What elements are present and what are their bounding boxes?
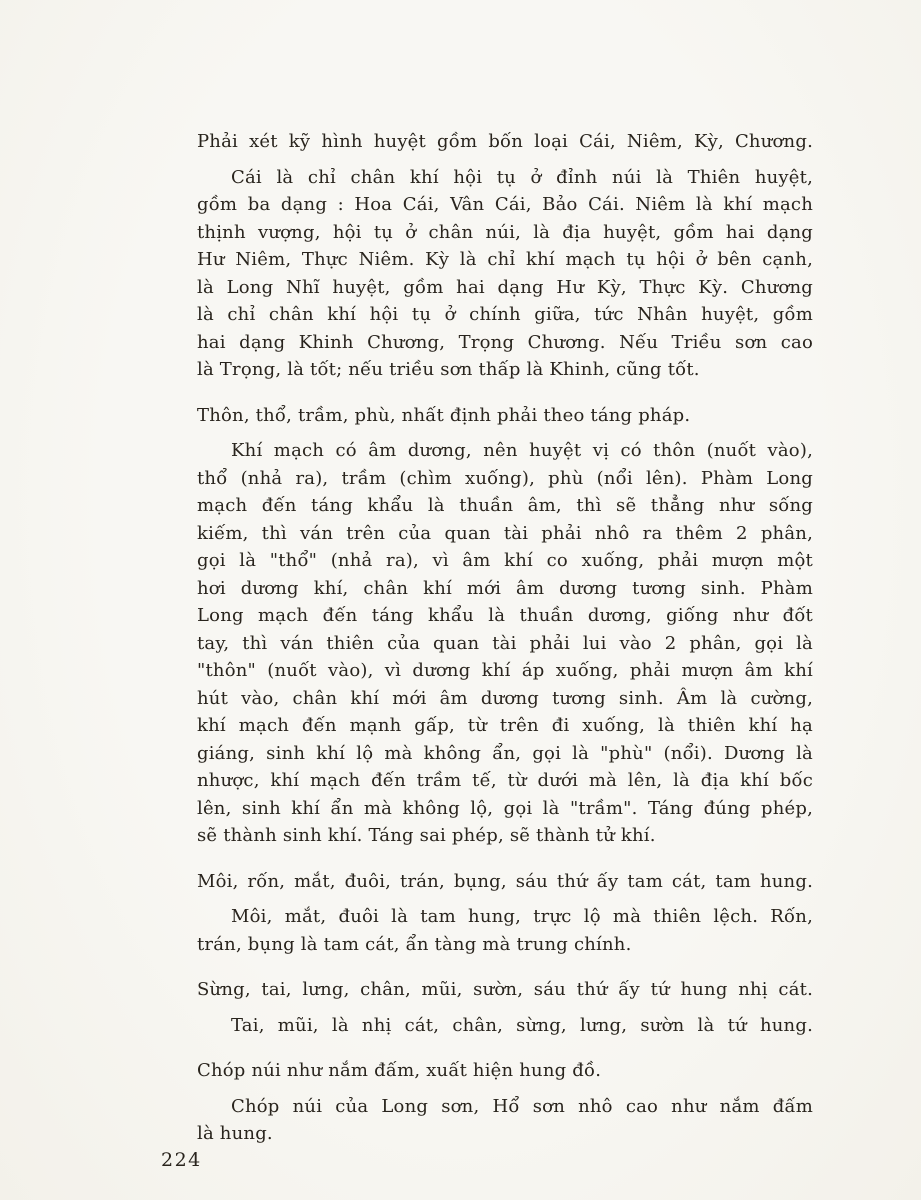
- heading-block: [197, 128, 813, 156]
- text-line: là Long Nhĩ huyệt, gồm hai dạng Hư Kỳ, Thực Kỳ. Chương: [197, 276, 813, 298]
- text-line: Thôn, thổ, trầm, phù, nhất định phải theo táng pháp.: [197, 404, 691, 426]
- paragraph-block: [197, 437, 813, 850]
- text-line: sẽ thành sinh khí. Táng sai phép, sẽ thành tử khí.: [197, 825, 656, 846]
- heading-block: [197, 402, 813, 430]
- text-line: là Trọng, là tốt; nếu triều sơn thấp là Khinh, cũng tốt.: [197, 359, 700, 380]
- text-line: kiếm, thì ván trên của quan tài phải nhô ra thêm 2 phân,: [197, 522, 813, 544]
- text-line: nhược, khí mạch đến trầm tế, từ dưới mà lên, là địa khí bốc: [197, 770, 813, 791]
- text-line: Hư Niêm, Thực Niêm. Kỳ là chỉ khí mạch tụ hội ở bên cạnh,: [197, 249, 813, 270]
- text-line: là hung.: [197, 1123, 273, 1144]
- text-line: Cái là chỉ chân khí hội tụ ở đỉnh núi là Thiên huyệt,: [231, 166, 813, 188]
- text-line: tay, thì ván thiên của quan tài phải lui vào 2 phân, gọi là: [197, 632, 813, 654]
- text-line: là chỉ chân khí hội tụ ở chính giữa, tức Nhân huyệt, gồm: [197, 304, 813, 325]
- text-line: hút vào, chân khí mới âm dương tương sinh. Âm là cường,: [197, 687, 813, 709]
- text-line: thổ (nhả ra), trầm (chìm xuống), phù (nổi lên). Phàm Long: [197, 467, 813, 489]
- text-line: Khí mạch có âm dương, nên huyệt vị có thôn (nuốt vào),: [231, 440, 813, 461]
- text-line: hai dạng Khinh Chương, Trọng Chương. Nếu Triều sơn cao: [197, 331, 813, 353]
- text-line: Chóp núi như nắm đấm, xuất hiện hung đồ.: [197, 1060, 602, 1081]
- text-line: trán, bụng là tam cát, ẩn tàng mà trung chính.: [197, 933, 632, 955]
- text-line: "thôn" (nuốt vào), vì dương khí áp xuống, phải mượn âm khí: [197, 660, 813, 681]
- paragraph-block: [197, 1093, 813, 1148]
- text-line: khí mạch đến mạnh gấp, từ trên đi xuống, là thiên khí hạ: [197, 715, 813, 736]
- text-line: hơi dương khí, chân khí mới âm dương tương sinh. Phàm: [197, 577, 813, 599]
- text-line: Phải xét kỹ hình huyệt gồm bốn loại Cái, Niêm, Kỳ, Chương.: [197, 131, 813, 152]
- text-line: Sừng, tai, lưng, chân, mũi, sườn, sáu thứ ấy tứ hung nhị cát.: [197, 979, 813, 1000]
- text-line: Môi, rốn, mắt, đuôi, trán, bụng, sáu thứ ấy tam cát, tam hung.: [197, 870, 813, 892]
- text-line: lên, sinh khí ẩn mà không lộ, gọi là "trầm". Táng đúng phép,: [197, 797, 813, 819]
- text-line: Long mạch đến táng khẩu là thuần dương, giống như đốt: [197, 605, 813, 626]
- paragraph-block: [197, 903, 813, 958]
- text-line: gọi là "thổ" (nhả ra), vì âm khí co xuống, phải mượn một: [197, 550, 813, 571]
- text-column: [197, 128, 813, 1148]
- page-number: 224: [161, 1149, 202, 1171]
- heading-block: [197, 976, 813, 1004]
- text-line: Tai, mũi, là nhị cát, chân, sừng, lưng, sườn là tứ hung.: [231, 1014, 813, 1036]
- paragraph-block: [197, 164, 813, 384]
- text-line: thịnh vượng, hội tụ ở chân núi, là địa huyệt, gồm hai dạng: [197, 221, 813, 243]
- text-line: giáng, sinh khí lộ mà không ẩn, gọi là "phù" (nổi). Dương là: [197, 742, 813, 764]
- text-line: Chóp núi của Long sơn, Hổ sơn nhô cao như nắm đấm: [231, 1095, 813, 1117]
- text-line: mạch đến táng khẩu là thuần âm, thì sẽ thẳng như sống: [197, 495, 813, 516]
- heading-block: [197, 868, 813, 896]
- text-line: gồm ba dạng : Hoa Cái, Vân Cái, Bảo Cái. Niêm là khí mạch: [197, 194, 813, 215]
- heading-block: [197, 1057, 813, 1085]
- text-line: Môi, mắt, đuôi là tam hung, trực lộ mà thiên lệch. Rốn,: [231, 906, 813, 927]
- paragraph-block: [197, 1012, 813, 1040]
